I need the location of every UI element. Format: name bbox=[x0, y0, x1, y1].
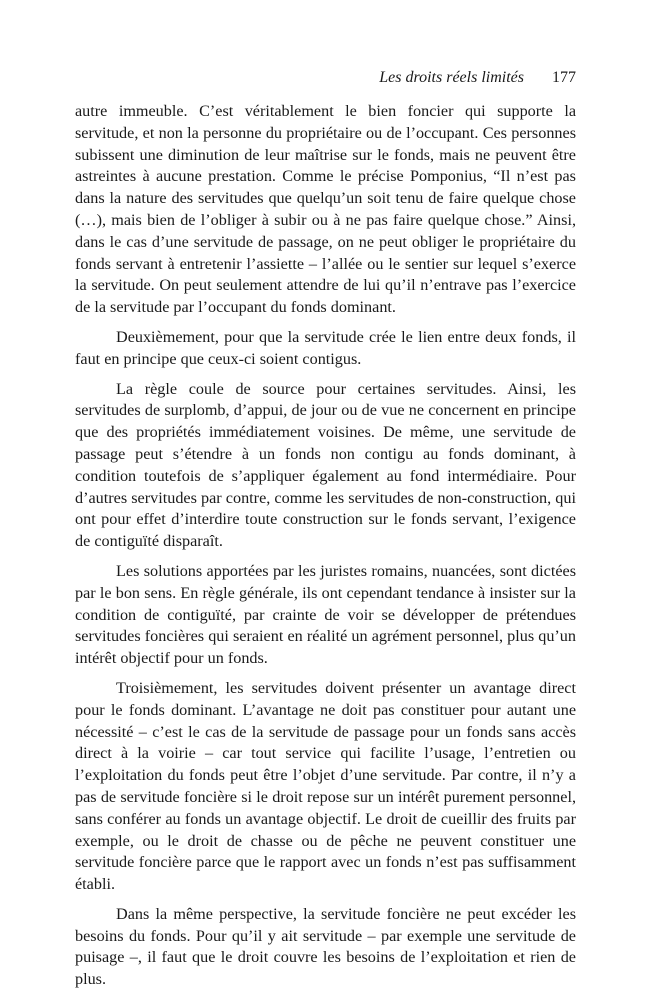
page-number: 177 bbox=[552, 69, 576, 86]
paragraph-third-condition: Troisièmement, les servitudes doivent présenter un avantage direct pour le fonds dominant. L’avantage ne doit pas constituer pour autant une nécessité – c’est le cas de la servitude de passage pour un fonds sans accès direct à la voirie – car tout service qui facilite l’usage, l’entretien ou l’exploitation du fonds peut être l’objet d’une servitude. Par contre, il n’y a pas de servitude foncière si le droit repose sur un intérêt purement personnel, sans conférer au fonds un avantage objectif. Le droit de cueillir des fruits par exemple, ou le droit de chasse ou de pêche ne peuvent constituer une servitude foncière parce que le rapport avec un fonds n’est pas suffisamment établi. bbox=[75, 678, 576, 894]
running-header bbox=[75, 66, 576, 90]
running-title: Les droits réels limités bbox=[379, 69, 524, 86]
body-text bbox=[75, 101, 576, 999]
paragraph-roman-jurists: Les solutions apportées par les juristes romains, nuancées, sont dictées par le bon sens. En règle générale, ils ont cependant tendance à insister sur la condition de contiguïté, par crainte de voir se développer de prétendues servitudes foncières qui seraient en réalité un agrément personnel, plus qu’un intérêt objectif pour un fonds. bbox=[75, 561, 576, 668]
paragraph-second-condition: Deuxièmement, pour que la servitude crée le lien entre deux fonds, il faut en principe que ceux-ci soient contigus. bbox=[75, 327, 576, 368]
paragraph-contiguity-rule: La règle coule de source pour certaines servitudes. Ainsi, les servitudes de surplomb, d’appui, de jour ou de vue ne concernent en principe que des propriétés immédiatement voisines. De même, une servitude de passage peut s’étendre à un fonds non contigu au fonds dominant, à condition toutefois de s’appliquer également au fond intermédiaire. Pour d’autres servitudes par contre, comme les servitudes de non-construction, qui ont pour effet d’interdire toute construction sur le fonds servant, l’exigence de contiguïté disparaît. bbox=[75, 379, 576, 551]
paragraph-continuation: autre immeuble. C’est véritablement le bien foncier qui supporte la servitude, et non la personne du propriétaire ou de l’occupant. Ces personnes subissent une diminution de leur maîtrise sur le fonds, mais ne peuvent être astreintes à aucune prestation. Comme le précise Pomponius, “Il n’est pas dans la nature des servitudes que quelqu’un soit tenu de faire quelque chose (…), mais bien de l’obliger à subir ou à ne pas faire quelque chose.” Ainsi, dans le cas d’une servitude de passage, on ne peut obliger le propriétaire du fonds servant à entretenir l’assiette – l’allée ou le sentier sur lequel s’exerce la servitude. On peut seulement attendre de lui qu’il n’entrave pas l’exercice de la servitude par l’occupant du fonds dominant. bbox=[75, 102, 576, 317]
paragraph-same-perspective: Dans la même perspective, la servitude foncière ne peut excéder les besoins du fonds. Pour qu’il y ait servitude – par exemple une servitude de puisage –, il faut que le droit couvre les besoins de l’exploitation et rien de plus. bbox=[75, 904, 576, 989]
